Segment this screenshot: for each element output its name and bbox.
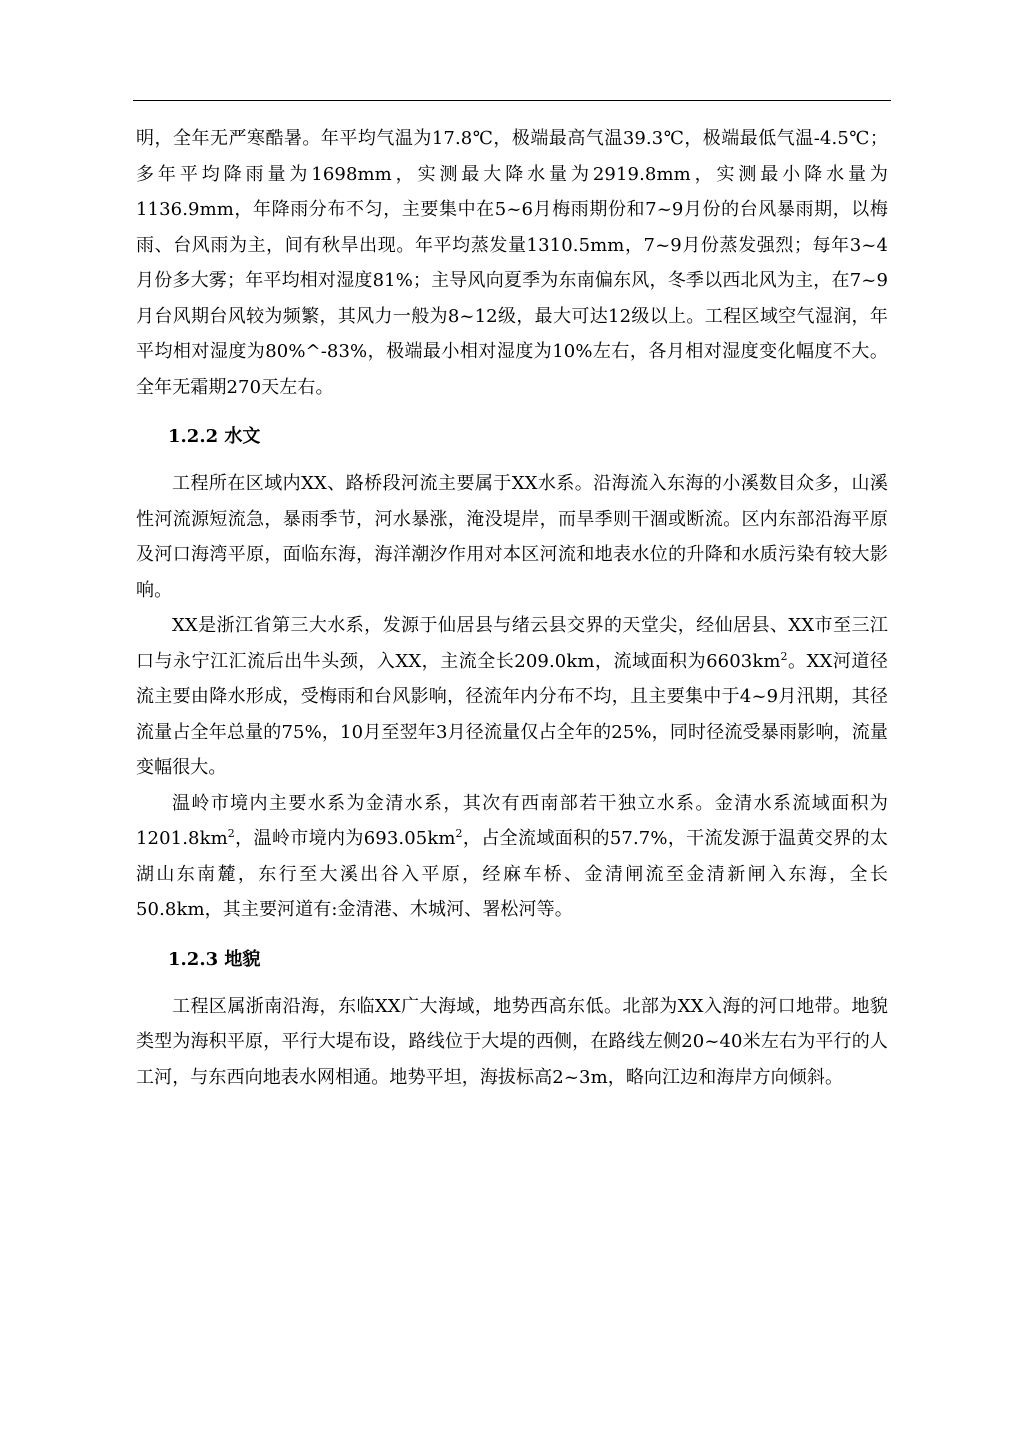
hydrology-paragraph-3: [136, 786, 888, 928]
hydrology-p2-text-b: 。XX河道径流主要由降水形成，受梅雨和台风影响，径流年内分布不均，且主要集中于4~9月汛期，其径流量占全年总量的75%，10月至翌年3月径流量仅占全年的25%，同时径流受暴雨影响，流量变幅很大。: [136, 650, 888, 778]
hydrology-heading: 1.2.2 水文: [168, 426, 261, 447]
hydrology-paragraph-2: [136, 608, 888, 786]
hydrology-p3-text-a: 温岭市境内主要水系为金清水系，其次有西南部若干独立水系。金清水系流域面积为1201.8km: [136, 792, 888, 849]
superscript-2: 2: [227, 827, 235, 840]
hydrology-p3-text-b: ，温岭市境内为693.05km: [234, 828, 456, 849]
superscript-2: 2: [780, 649, 788, 663]
hydrology-p3-text-c: ，占全流域面积的57.7%，干流发源于温黄交界的太湖山东南麓，东行至大溪出谷入平原，经麻车桥、金清闸流至金清新闸入东海，全长50.8km，其主要河道有:金清港、木城河、署松河等。: [136, 828, 888, 920]
intro-paragraph: 明，全年无严寒酷暑。年平均气温为17.8℃，极端最高气温39.3℃，极端最低气温-4.5℃；多年平均降雨量为1698mm，实测最大降水量为2919.8mm，实测最小降水量为1136.9mm，年降雨分布不匀，主要集中在5~6月梅雨期份和7~9月份的台风暴雨期，以梅雨、台风雨为主，间有秋旱出现。年平均蒸发量1310.5mm，7~9月份蒸发强烈；每年3~4月份多大雾；年平均相对湿度81%；主导风向夏季为东南偏东风，冬季以西北风为主，在7~9月台风期台风较为频繁，其风力一般为8~12级，最大可达12级以上。工程区域空气湿润，年平均相对湿度为80%^-83%，极端最小相对湿度为10%左右，各月相对湿度变化幅度不大。全年无霜期270天左右。: [136, 128, 888, 398]
superscript-2: 2: [455, 827, 463, 840]
hydrology-p2-text-a: XX是浙江省第三大水系，发源于仙居县与绪云县交界的天堂尖，经仙居县、XX市至三江口与永宁江汇流后出牛头颈，入XX，主流全长209.0km，流域面积为6603km: [136, 615, 888, 672]
hydrology-paragraph-1: 工程所在区域内XX、路桥段河流主要属于XX水系。沿海流入东海的小溪数目众多，山溪性河流源短流急，暴雨季节，河水暴涨，淹没堤岸，而旱季则干涸或断流。区内东部沿海平原及河口海湾平原，面临东海，海洋潮汐作用对本区河流和地表水位的升降和水质污染有较大影响。: [136, 473, 888, 601]
header-rule: [133, 100, 891, 101]
landform-paragraph-1: 工程区属浙南沿海，东临XX广大海域，地势西高东低。北部为XX入海的河口地带。地貌类型为海积平原，平行大堤布设，路线位于大堤的西侧，在路线左侧20~40米左右为平行的人工河，与东西向地表水网相通。地势平坦，海拔标高2~3m，略向江边和海岸方向倾斜。: [136, 995, 888, 1088]
document-body: [136, 121, 888, 1095]
landform-heading: 1.2.3 地貌: [168, 948, 261, 970]
